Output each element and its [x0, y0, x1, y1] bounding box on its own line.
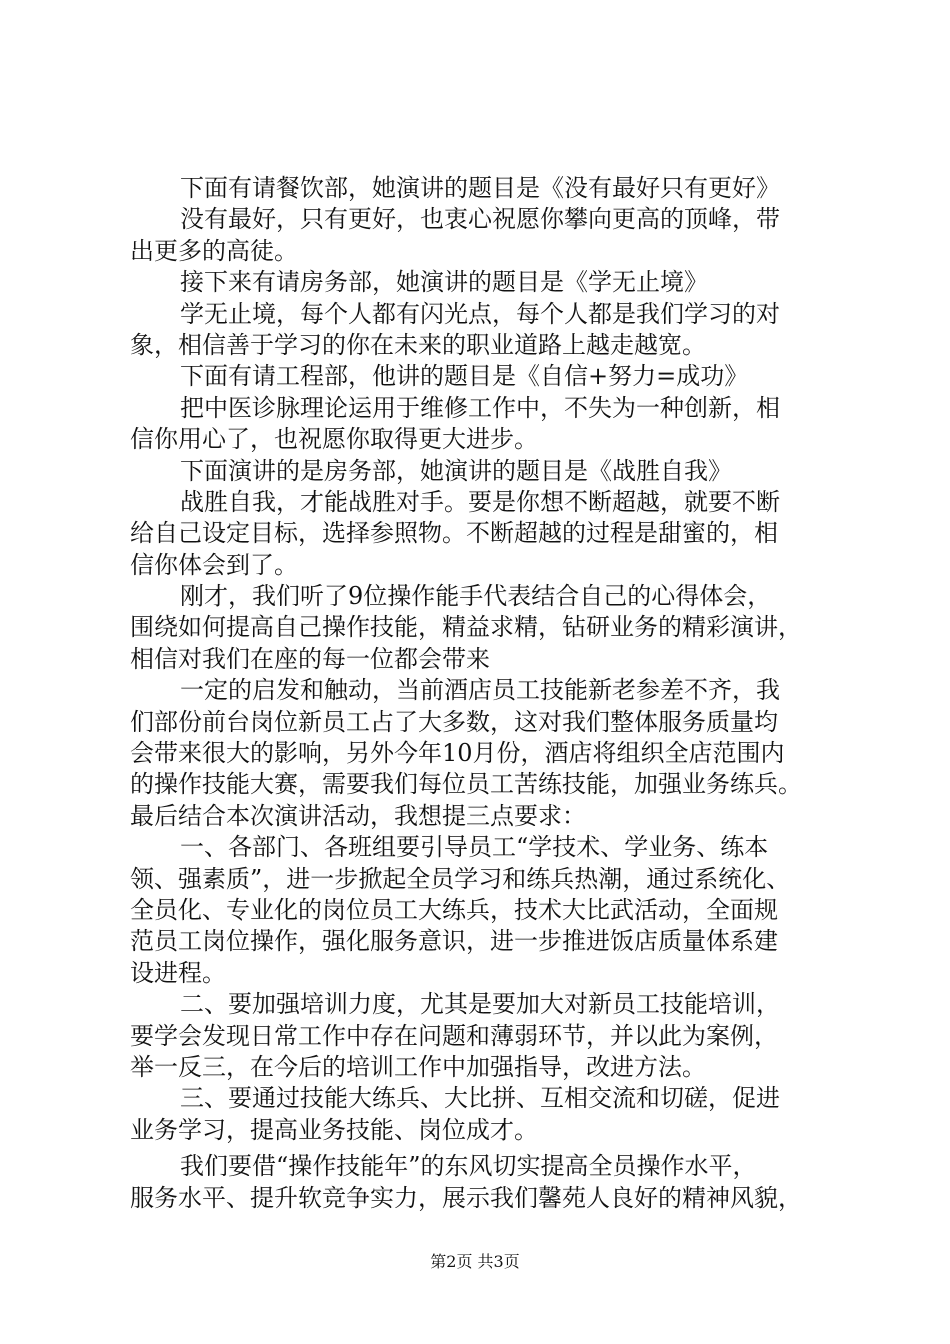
text-line: 举一反三，在今后的培训工作中加强指导，改进方法。 [130, 1052, 706, 1081]
text-line: 刚才，我们听了9位操作能手代表结合自己的心得体会， [180, 582, 772, 611]
document-body [130, 173, 830, 1214]
text-line: 服务水平、提升软竞争实力，展示我们馨苑人良好的精神风貌， [130, 1183, 802, 1212]
text-line: 范员工岗位操作，强化服务意识，进一步推进饭店质量体系建 [130, 927, 778, 956]
text-line: 们部份前台岗位新员工占了大多数，这对我们整体服务质量均 [130, 707, 778, 736]
text-line: 会带来很大的影响，另外今年10月份，酒店将组织全店范围内 [130, 739, 785, 768]
text-line: 领、强素质”，进一步掀起全员学习和练兵热潮，通过系统化、 [130, 864, 791, 893]
text-line: 战胜自我，才能战胜对手。要是你想不断超越，就要不断 [180, 487, 780, 516]
text-line: 要学会发现日常工作中存在问题和薄弱环节，并以此为案例， [130, 1021, 778, 1050]
text-line: 下面演讲的是房务部，她演讲的题目是《战胜自我》 [180, 456, 732, 485]
text-line: 象，相信善于学习的你在未来的职业道路上越走越宽。 [130, 330, 706, 359]
text-line: 围绕如何提高自己操作技能，精益求精，钻研业务的精彩演讲， [130, 613, 802, 642]
text-line: 二、要加强培训力度，尤其是要加大对新员工技能培训， [180, 990, 780, 1019]
text-line: 的操作技能大赛，需要我们每位员工苦练技能，加强业务练兵。 [130, 770, 802, 799]
text-line: 最后结合本次演讲活动，我想提三点要求： [130, 801, 586, 830]
text-line: 学无止境，每个人都有闪光点，每个人都是我们学习的对 [180, 299, 780, 328]
page-footer: 第2页 共3页 [430, 1252, 520, 1271]
text-line: 没有最好，只有更好，也衷心祝愿你攀向更高的顶峰，带 [180, 205, 780, 234]
text-line: 一、各部门、各班组要引导员工“学技术、学业务、练本 [180, 833, 769, 862]
text-line: 下面有请餐饮部，她演讲的题目是《没有最好只有更好》 [180, 174, 780, 202]
text-line: 相信对我们在座的每一位都会带来 [130, 644, 490, 673]
text-line: 下面有请工程部，他讲的题目是《自信+努力=成功》 [180, 362, 749, 391]
text-line: 业务学习，提高业务技能、岗位成才。 [130, 1115, 538, 1144]
text-line: 把中医诊脉理论运用于维修工作中，不失为一种创新，相 [180, 393, 780, 422]
text-line: 信你体会到了。 [130, 550, 298, 579]
text-line: 全员化、专业化的岗位员工大练兵，技术大比武活动，全面规 [130, 895, 778, 924]
text-line: 出更多的高徒。 [130, 236, 298, 265]
text-line: 给自己设定目标，选择参照物。不断超越的过程是甜蜜的，相 [130, 519, 778, 548]
text-line: 设进程。 [130, 958, 226, 987]
text-line: 一定的启发和触动，当前酒店员工技能新老参差不齐，我 [180, 676, 780, 705]
text-line: 接下来有请房务部，她演讲的题目是《学无止境》 [180, 268, 708, 297]
text-line: 我们要借“操作技能年”的东风切实提高全员操作水平， [180, 1152, 757, 1181]
text-line: 三、要通过技能大练兵、大比拼、互相交流和切磋，促进 [180, 1084, 780, 1113]
text-line: 信你用心了，也祝愿你取得更大进步。 [130, 425, 538, 454]
